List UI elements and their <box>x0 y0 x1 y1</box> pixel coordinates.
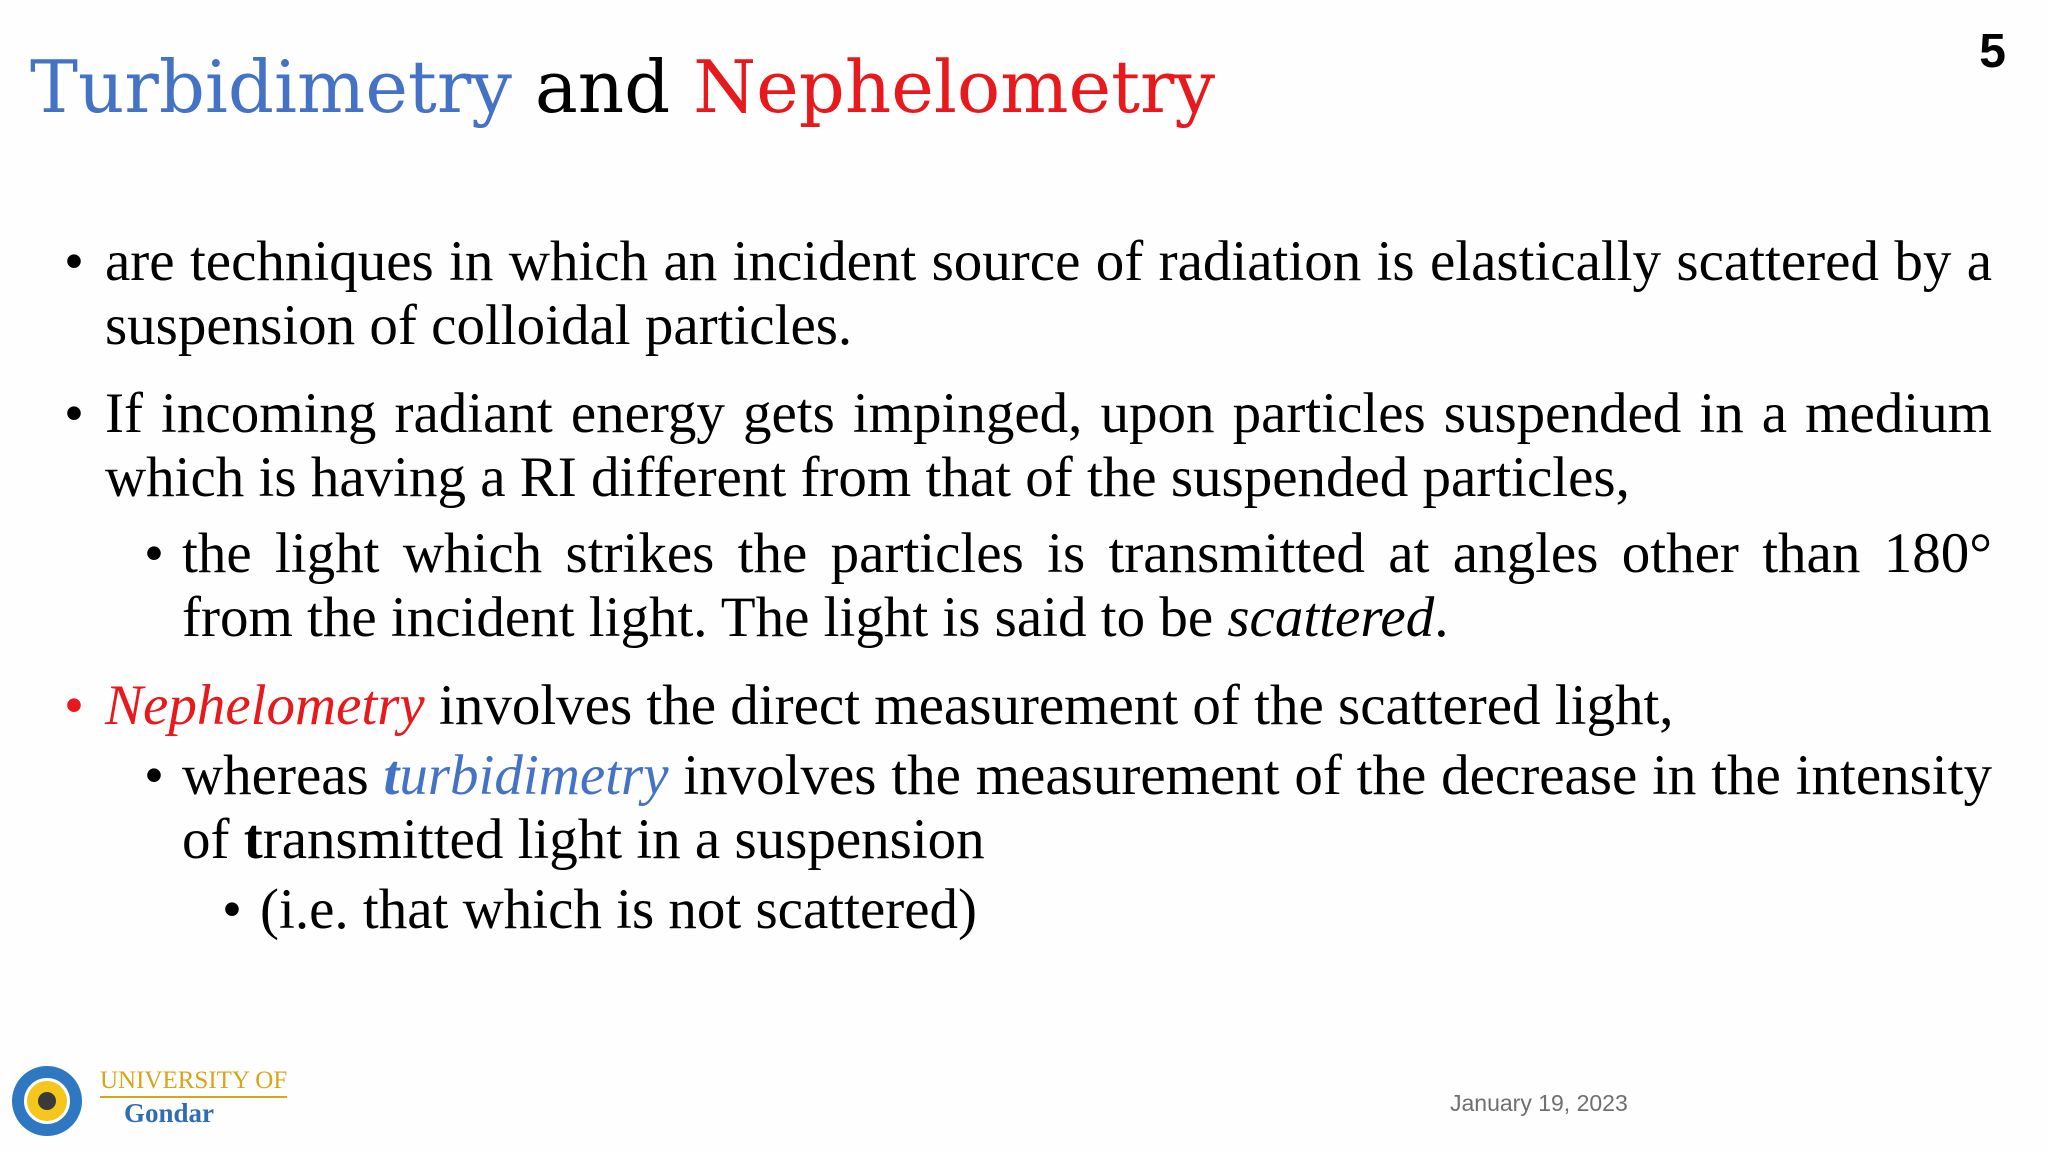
turbidimetry-term: urbidimetry <box>399 744 669 807</box>
bullet-dot: • <box>64 674 84 737</box>
bullet-list <box>62 230 1992 942</box>
title-nephelometry: Nephelometry <box>693 45 1216 129</box>
sub-bullet-item <box>62 744 1992 872</box>
slide-date: January 19, 2023 <box>1450 1090 1628 1116</box>
turbidimetry-t: t <box>383 744 400 807</box>
university-seal-icon <box>12 1066 82 1136</box>
bullet-text: If incoming radiant energy gets impinged, upon particles suspended in a medium which is having a RI different from that of the suspended particles, <box>105 382 1992 509</box>
sub-sub-bullet-text: (i.e. that which is not scattered) <box>260 878 978 941</box>
bullet-item <box>62 230 1992 358</box>
title-turbidimetry: Turbidimetry <box>30 45 512 129</box>
bullet-dot: • <box>64 230 84 293</box>
bullet-text: involves the direct measurement of the scattered light, <box>424 674 1674 737</box>
transmitted-t: t <box>243 808 263 871</box>
sub-bullet-mid: involves the measurement of the decrease in the intensity of <box>182 744 1992 871</box>
seal-core <box>38 1092 56 1110</box>
sub-bullet-end: . <box>1434 586 1449 649</box>
sub-bullet-text: the light which strikes the particles is transmitted at angles other than 180° from the incident light. The light is said to be <box>182 522 1992 649</box>
seal-inner-ring <box>24 1078 70 1124</box>
bullet-item <box>62 674 1992 738</box>
sub-sub-bullet-item <box>62 878 1992 942</box>
university-logo <box>12 1062 292 1137</box>
bullet-dot: • <box>222 878 242 941</box>
sub-bullet-item <box>62 522 1992 650</box>
scattered-emphasis: scattered <box>1227 586 1435 649</box>
page-number: 5 <box>1979 25 2006 78</box>
logo-gondar-text: Gondar <box>124 1098 215 1128</box>
sub-bullet-pre: whereas <box>182 744 384 807</box>
title-and: and <box>511 45 694 129</box>
slide-title <box>30 44 1215 130</box>
bullet-dot: • <box>64 382 84 445</box>
bullet-dot: • <box>144 522 164 585</box>
logo-university-text: UNIVERSITY OF <box>100 1066 287 1098</box>
bullet-item <box>62 382 1992 510</box>
bullet-text: are techniques in which an incident source of radiation is elastically scattered by a suspension of colloidal particles. <box>105 230 1992 357</box>
nephelometry-term: Nephelometry <box>105 674 425 737</box>
sub-bullet-end: ransmitted light in a suspension <box>262 808 985 871</box>
bullet-dot: • <box>144 744 164 807</box>
